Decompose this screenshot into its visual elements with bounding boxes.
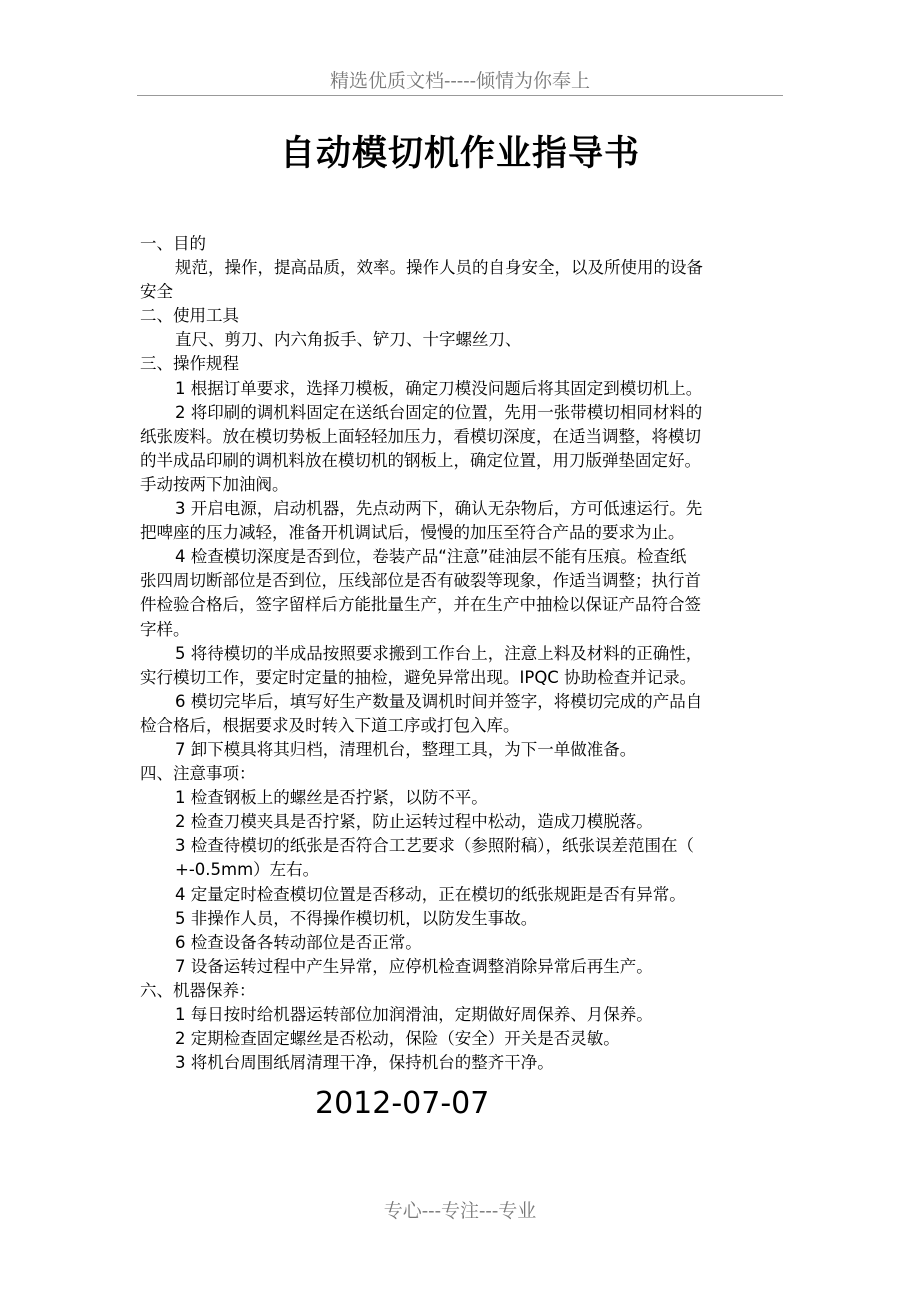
header-divider bbox=[137, 95, 783, 96]
section-heading: 六、机器保养： bbox=[140, 980, 256, 1000]
text-line: 7 卸下模具将其归档，清理机台，整理工具，为下一单做准备。 bbox=[175, 739, 637, 759]
text-line: 手动按两下加油阀。 bbox=[140, 474, 289, 494]
text-line: 5 将待模切的半成品按照要求搬到工作台上，注意上料及材料的正确性， bbox=[175, 643, 703, 663]
document-title: 自动模切机作业指导书 bbox=[279, 134, 640, 174]
text-line: 1 检查钢板上的螺丝是否拧紧，以防不平。 bbox=[175, 788, 488, 808]
text-line: 检合格后，根据要求及时转入下道工序或打包入库。 bbox=[140, 715, 520, 735]
text-line: 3 检查待模切的纸张是否符合工艺要求（参照附稿），纸张误差范围在（ bbox=[175, 836, 694, 856]
section-heading: 四、注意事项： bbox=[140, 764, 256, 784]
text-line: 3 开启电源，启动机器，先点动两下，确认无杂物后，方可低速运行。先 bbox=[175, 499, 703, 519]
text-line: 字样。 bbox=[140, 619, 190, 639]
text-line: 2 将印刷的调机料固定在送纸台固定的位置，先用一张带模切相同材料的 bbox=[175, 402, 703, 422]
text-line: 1 每日按时给机器运转部位加润滑油，定期做好周保养、月保养。 bbox=[175, 1005, 653, 1024]
text-line: 2 检查刀模夹具是否拧紧，防止运转过程中松动，造成刀模脱落。 bbox=[175, 812, 653, 832]
text-line: 的半成品印刷的调机料放在模切机的钢板上，确定位置，用刀版弹垫固定好。 bbox=[140, 450, 701, 470]
text-line: 5 非操作人员，不得操作模切机，以防发生事故。 bbox=[175, 908, 538, 928]
text-line: 2 定期检查固定螺丝是否松动，保险（安全）开关是否灵敏。 bbox=[175, 1029, 620, 1049]
text-line: 规范，操作，提高品质，效率。操作人员的自身安全，以及所使用的设备 bbox=[175, 258, 703, 278]
text-line: 张四周切断部位是否到位，压线部位是否有破裂等现象，作适当调整；执行首 bbox=[140, 571, 701, 591]
text-line: 直尺、剪刀、内六角扳手、铲刀、十字螺丝刀、 bbox=[175, 330, 522, 350]
section-heading: 三、操作规程 bbox=[140, 354, 239, 374]
document-body bbox=[140, 232, 790, 1075]
text-line: 纸张废料。放在模切势板上面轻轻加压力，看模切深度，在适当调整，将模切 bbox=[140, 426, 701, 446]
text-line: 实行模切工作，要定时定量的抽检，避免异常出现。IPQC 协助检查并记录。 bbox=[140, 667, 697, 687]
page-header: 精选优质文档-----倾情为你奉上 bbox=[329, 70, 591, 92]
text-line: 6 模切完毕后，填写好生产数量及调机时间并签字，将模切完成的产品自 bbox=[175, 691, 703, 711]
text-line: 4 检查模切深度是否到位，卷装产品“注意”硅油层不能有压痕。检查纸 bbox=[175, 547, 687, 567]
text-line: 件检验合格后，签字留样后方能批量生产，并在生产中抽检以保证产品符合签 bbox=[140, 595, 701, 615]
text-line: 7 设备运转过程中产生异常，应停机检查调整消除异常后再生产。 bbox=[175, 956, 653, 976]
page-footer: 专心---专注---专业 bbox=[383, 1200, 537, 1222]
text-line: 安全 bbox=[140, 282, 173, 302]
section-heading: 一、目的 bbox=[140, 234, 206, 253]
text-line: 6 检查设备各转动部位是否正常。 bbox=[175, 932, 422, 952]
text-line: 3 将机台周围纸屑清理干净，保持机台的整齐干净。 bbox=[175, 1053, 554, 1073]
section-heading: 二、使用工具 bbox=[140, 306, 239, 326]
text-line: +-0.5mm）左右。 bbox=[175, 860, 320, 880]
text-line: 4 定量定时检查模切位置是否移动，正在模切的纸张规距是否有异常。 bbox=[175, 884, 686, 904]
text-line: 1 根据订单要求，选择刀模板，确定刀模没问题后将其固定到模切机上。 bbox=[175, 378, 703, 398]
document-date: 2012-07-07 bbox=[315, 1086, 490, 1121]
text-line: 把啤座的压力减轻，准备开机调试后，慢慢的加压至符合产品的要求为止。 bbox=[140, 523, 685, 543]
